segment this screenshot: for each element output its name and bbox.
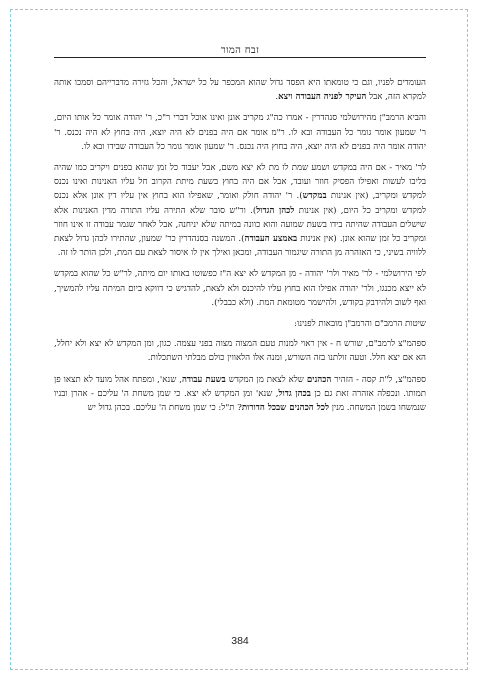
text-run: , שנא', ומפתח אהל מועד לא תצאו פן תמותו. ונכפלה אזהרה זאת גם כן (54, 374, 427, 399)
emphasized-text: הכהנים (306, 374, 332, 385)
text-run: שיטות הרמב"ם והרמב"ן מובאות לפנינו: (294, 319, 426, 330)
body-text (54, 76, 426, 422)
text-run: ). ור"ש סובר שלא התירה עליו התורה מדין האנינות אלא שישלים העבודה שהיתה בידו בשעת שמועה והוא כוונה במיתה שלא יניחנה, אבל לאחר שגמר עבודה זו אינו חוזר ומקריב כל זמן שהוא אונן. (אין אנינות (54, 205, 426, 245)
text-run: ). ר' יהודה חולק ואומר, שאפילו הוא בחוץ אין עליו דין אונן אלא נכנס למקדש ומקריב כל היום, (אין אנינות (54, 191, 426, 216)
emphasized-text: העיקר לפניה העבודה ויצא (278, 92, 367, 103)
text-run: ספהמ"צ, ל"ת קסה - הזהיר (331, 374, 426, 385)
paragraph (54, 76, 426, 104)
text-run: והביא הרמב"ן מהירושלמי סנהדרין - אמרו כה"ג מקריב אונן ואינו אוכל דברי ר"כ, ר' יהודה אומר כל אותו היום, ר' שמעון אומר גומר כל העבודה ובא לו. ר"מ אומר אם היה בפנים לא היה יוצא, היה בחוץ לא היה נכנס. ר' יהודה אומר היה בפנים לא היה יוצא, היה בחוץ היה נכנס. ר' שמעון אומר גומר כל העבודה שבידו ובא לו. (54, 113, 426, 152)
text-run: העומדים לפניו, וגם כי טומאתו היא הפסד גדול שהוא המכפר על כל ישראל, והכל גזירה מדברייהם וסמכו אותה למקרא הזה, אבל (54, 78, 426, 103)
paragraph (54, 337, 426, 365)
text-run: לר' מאיר - אם היה במקדש ושמע שמת לו מת לא יצא משם, אבל יעבוד כל זמן שהוא בפנים ויקריב כמו שהיה בליבו לעשות ואפילו הפסיק חוזר ועובד, אבל אם היה בחוץ בשעת מיתת הקרוב חל עליו האנינות ואינו נכנס למקדש ומקריב, (אין אנינות (54, 163, 426, 202)
running-header (54, 40, 426, 56)
page-number: 384 (231, 635, 249, 647)
paragraph (54, 317, 426, 331)
text-run: לפי הירושלמי - לר' מאיר ולר' יהודה - מן המקדש לא יצא ה"ז כפשוטו באותו יום מיתה, לר"ש כל שהוא במקדש לא ייצא מכנגו, ולר' יהודה אפילו הוא בחוץ עליו להיכנס ולא לצאת, להדגיש כי דווקא ביום המיתה עליו להמשיך, ואף לשוב ולהידבק בקודש, ולהישמר מטומאת המת. (ולא כבבלי). (54, 269, 426, 308)
paragraph (54, 373, 426, 416)
emphasized-text: בכהן גדול (278, 388, 311, 399)
emphasized-text: במקדש (302, 191, 327, 202)
paragraph (54, 111, 426, 154)
text-run: שלא לצאת מן המקדש (225, 374, 307, 385)
text-run: , שנא' ומן המקדש לא יצא. כי שמן משחת ה' עליכם - אהרן ובניו שנמשחו בשמן המשחה. מנין (54, 388, 426, 414)
emphasized-text: לכהן הגדול (256, 205, 295, 216)
text-run: ספהמ"צ לרמב"ם, שורש ח - אין ראוי למנות טעם המצוה מצוה בפני עצמה. כגון, ומן המקדש לא יצא ולא יחלל, הא אם יצא חלל. וטעה זולתנו בזה השורש, ומנה אלו הלאווין כולם מבלתי השתכלות. (54, 339, 426, 364)
header-title: זבח המור (220, 45, 260, 56)
emphasized-text: בשעת עבודה (181, 374, 226, 385)
paragraph (54, 267, 426, 310)
paragraph (54, 161, 426, 260)
emphasized-text: לכל הכהנים שבכל הדורות (241, 403, 329, 414)
header-rule (54, 57, 426, 58)
text-run: . (275, 92, 279, 103)
emphasized-text: באמצע העבודה (244, 234, 298, 245)
text-run: ? ת"ל: כי שמן משחת ה' עליכם. בכהן גדול יש (87, 403, 242, 414)
text-run: ). המשנה בסנהדרין כר' שמעון, שהתירו לכהן גדול לצאת ללוויה בשיני, כי האזהרה מן התורה שיגמור העבודה, ומכאן ואילך אין לו איסור לצאת עם המת, ולכן הותר לו זה. (54, 234, 426, 259)
